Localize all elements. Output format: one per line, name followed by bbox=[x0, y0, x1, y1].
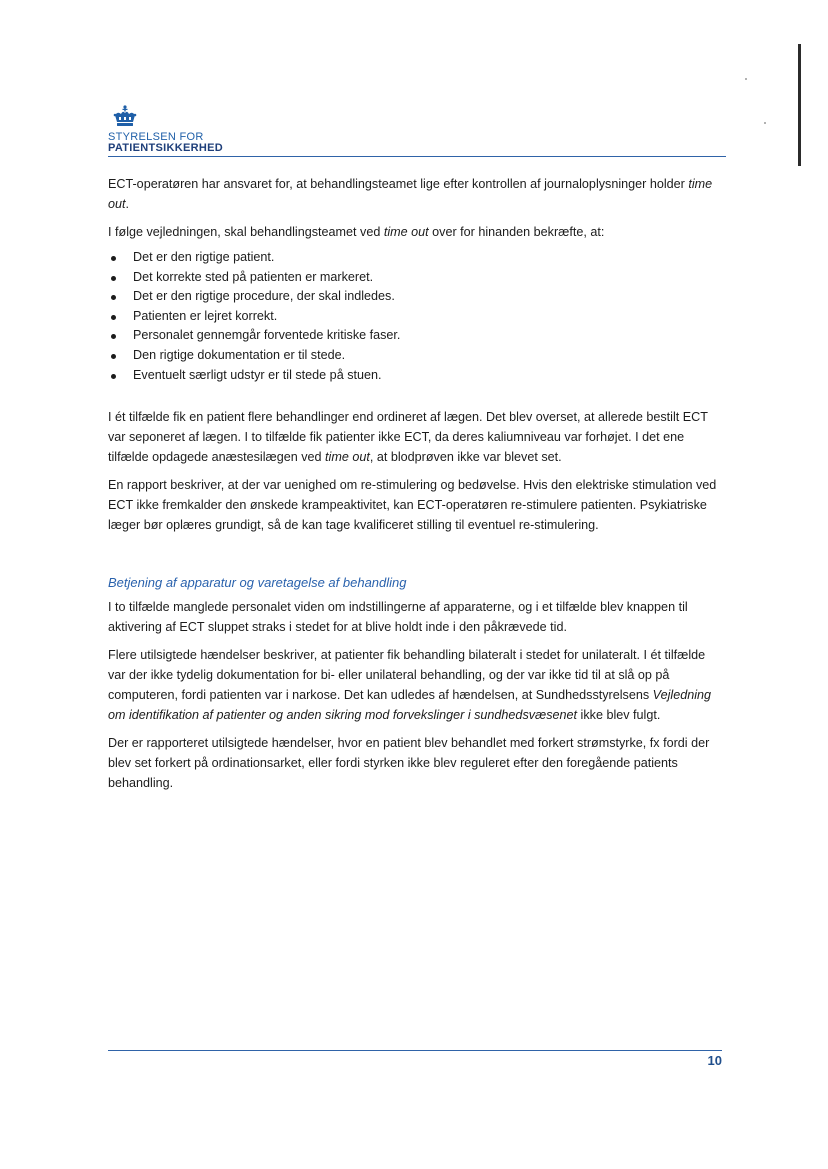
paragraph-re-stimulation: En rapport beskriver, at der var uenighed om re-stimulering og bedøvelse. Hvis den elektriske stimulation ved ECT ikke fremkalder den ønskede krampeaktivitet, kan ECT-operatøren re-stimulere patienten. Psykiatriske læger bør oplæres grundigt, så de kan tage kvalificeret stilling til eventuel re-stimulering. bbox=[108, 478, 717, 533]
list-item: Det er den rigtige procedure, der skal indledes. bbox=[108, 287, 726, 307]
list-item: Patienten er lejret korrekt. bbox=[108, 307, 726, 327]
page-header bbox=[108, 104, 728, 154]
agency-name bbox=[108, 132, 728, 154]
scan-speck bbox=[745, 78, 747, 80]
checklist bbox=[108, 248, 726, 385]
paragraph-bilateral-treatment: Flere utilsigtede hændelser beskriver, at patienter fik behandling bilateralt i stedet for unilateralt. I ét tilfælde var der ikke tydelig dokumentation for bi- eller unilateral behandling, og der var ikke tid til at slå op på computeren, fordi patienten var i narkose. Det kan udledes af hændelsen, at Sundhedsstyrelsens Vejledning om identifikation af patienter og anden sikring mod forvekslinger i sundhedsvæsenet ikke blev fulgt. bbox=[108, 648, 712, 723]
list-item: Det korrekte sted på patienten er markeret. bbox=[108, 268, 726, 288]
footer-rule bbox=[108, 1050, 722, 1051]
list-item: Den rigtige dokumentation er til stede. bbox=[108, 346, 726, 366]
list-item: Eventuelt særligt udstyr er til stede på stuen. bbox=[108, 366, 726, 386]
section-heading: Betjening af apparatur og varetagelse af behandling bbox=[108, 575, 407, 591]
list-item: Personalet gennemgår forventede kritiske faser. bbox=[108, 326, 726, 346]
scan-edge-mark bbox=[798, 44, 801, 166]
scan-speck bbox=[764, 122, 766, 124]
agency-name-line2: PATIENTSIKKERHED bbox=[108, 142, 224, 154]
list-item: Det er den rigtige patient. bbox=[108, 248, 726, 268]
crown-icon bbox=[112, 104, 138, 130]
header-rule bbox=[108, 156, 726, 157]
paragraph-current-strength: Der er rapporteret utilsigtede hændelser, hvor en patient blev behandlet med forkert strømstyrke, fx fordi der blev set forkert på ordinationsarket, eller fordi styrken ikke blev reguleret efter den foregående patients behandling. bbox=[108, 736, 710, 791]
paragraph-time-out-responsibility: ECT-operatøren har ansvaret for, at behandlingsteamet lige efter kontrollen af journaloplysninger holder time out. bbox=[108, 177, 713, 211]
paragraph-guideline-intro: I følge vejledningen, skal behandlingsteamet ved time out over for hinanden bekræfte, at: bbox=[108, 225, 605, 239]
page-number: 10 bbox=[707, 1053, 722, 1068]
paragraph-incidents: I ét tilfælde fik en patient flere behandlinger end ordineret af lægen. Det blev overset, at allerede bestilt ECT var seponeret af lægen. I to tilfælde fik patienter ikke ECT, da deres kaliumniveau var forhøjet. I det ene tilfælde opdagede anæstesilægen ved time out, at blodprøven ikke var blevet set. bbox=[108, 410, 708, 465]
paragraph-settings-knowledge: I to tilfælde manglede personalet viden om indstillingerne af apparaterne, og i et tilfælde blev knappen til aktivering af ECT sluppet straks i stedet for at blive holdt inde i den påkrævede tid. bbox=[108, 600, 688, 635]
page-body bbox=[108, 174, 726, 801]
agency-name-line1: STYRELSEN FOR bbox=[108, 131, 204, 143]
